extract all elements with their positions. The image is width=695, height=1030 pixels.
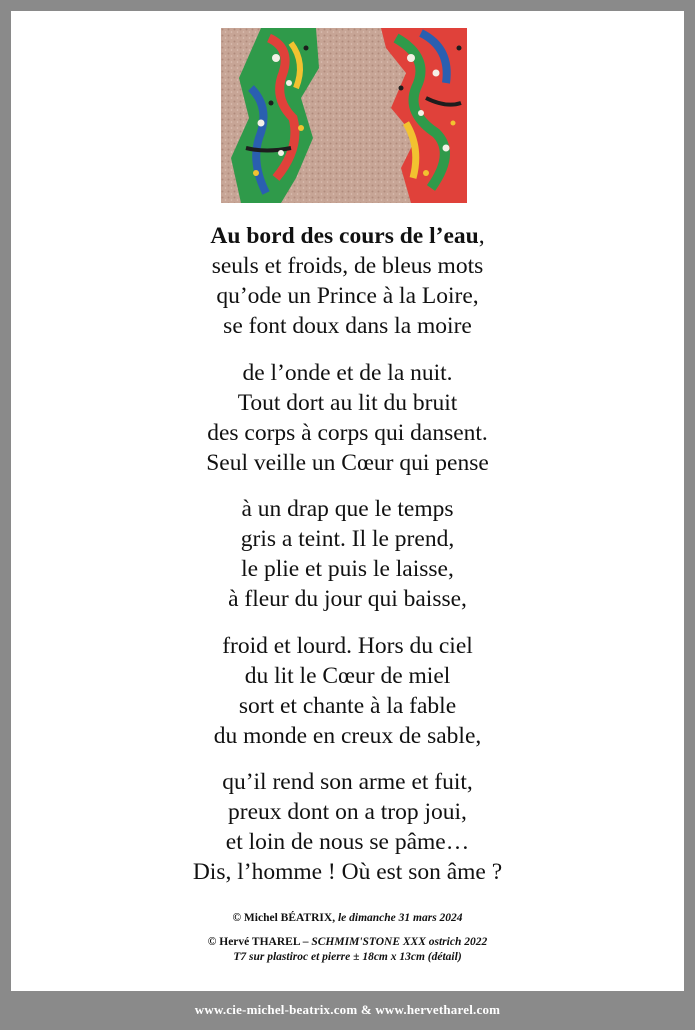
poem-text bbox=[11, 221, 684, 904]
poem-line: à fleur du jour qui baisse, bbox=[228, 586, 467, 612]
author-credit bbox=[11, 911, 684, 926]
poem-line: et loin de nous se pâme… bbox=[225, 829, 470, 855]
artist-credit bbox=[11, 935, 684, 950]
poem-line: des corps à corps qui dansent. bbox=[207, 419, 488, 446]
stanza-1 bbox=[11, 221, 684, 341]
poem-title-punctuation: , bbox=[478, 223, 485, 249]
stanza-3 bbox=[11, 494, 684, 614]
poem-line bbox=[11, 221, 684, 251]
poem-line: qu’ode un Prince à la Loire, bbox=[216, 283, 479, 309]
poem-line: seuls et froids, de bleus mots bbox=[211, 253, 484, 279]
poem-line: le plie et puis le laisse, bbox=[241, 556, 454, 582]
poem-line: gris a teint. Il le prend, bbox=[240, 526, 455, 552]
poem-line: sort et chante à la fable bbox=[238, 692, 457, 719]
poem-line: Tout dort au lit du bruit bbox=[237, 389, 458, 416]
author-name: © Michel BÉATRIX, bbox=[232, 912, 336, 924]
poem-line: à un drap que le temps bbox=[241, 496, 454, 522]
sculpture-image bbox=[221, 28, 467, 203]
poem-line: froid et lourd. Hors du ciel bbox=[222, 632, 473, 659]
stanza-5 bbox=[11, 767, 684, 887]
artwork-details: T7 sur plastiroc et pierre ± 18cm x 13cm (détail) bbox=[233, 951, 462, 963]
artist-name: © Hervé THAREL – bbox=[207, 936, 309, 948]
poem-line: du monde en creux de sable, bbox=[213, 722, 482, 749]
credits-spacer bbox=[11, 926, 684, 935]
poem-date: le dimanche 31 mars 2024 bbox=[337, 912, 463, 924]
poem-line: Dis, l’homme ! Où est son âme ? bbox=[192, 859, 503, 885]
poem-title: Au bord des cours de l’eau bbox=[210, 223, 479, 249]
stanza-2 bbox=[11, 358, 684, 478]
poem-line: preux dont on a trop joui, bbox=[228, 799, 467, 825]
poem-line: qu’il rend son arme et fuit, bbox=[222, 769, 473, 795]
poem-line: du lit le Cœur de miel bbox=[244, 662, 451, 689]
artwork-title: SCHMIM'STONE XXX ostrich 2022 bbox=[311, 936, 488, 948]
poem-line: Seul veille un Cœur qui pense bbox=[206, 449, 489, 476]
poem-line: de l’onde et de la nuit. bbox=[242, 359, 453, 386]
poem-card bbox=[11, 11, 684, 991]
footer-links[interactable]: www.cie-michel-beatrix.com & www.hervetharel.com bbox=[194, 1002, 501, 1017]
credits bbox=[11, 911, 684, 965]
poem-line: se font doux dans la moire bbox=[223, 313, 472, 339]
artwork-details-line bbox=[11, 950, 684, 965]
stanza-4 bbox=[11, 631, 684, 751]
sculpture-photo bbox=[221, 28, 467, 203]
